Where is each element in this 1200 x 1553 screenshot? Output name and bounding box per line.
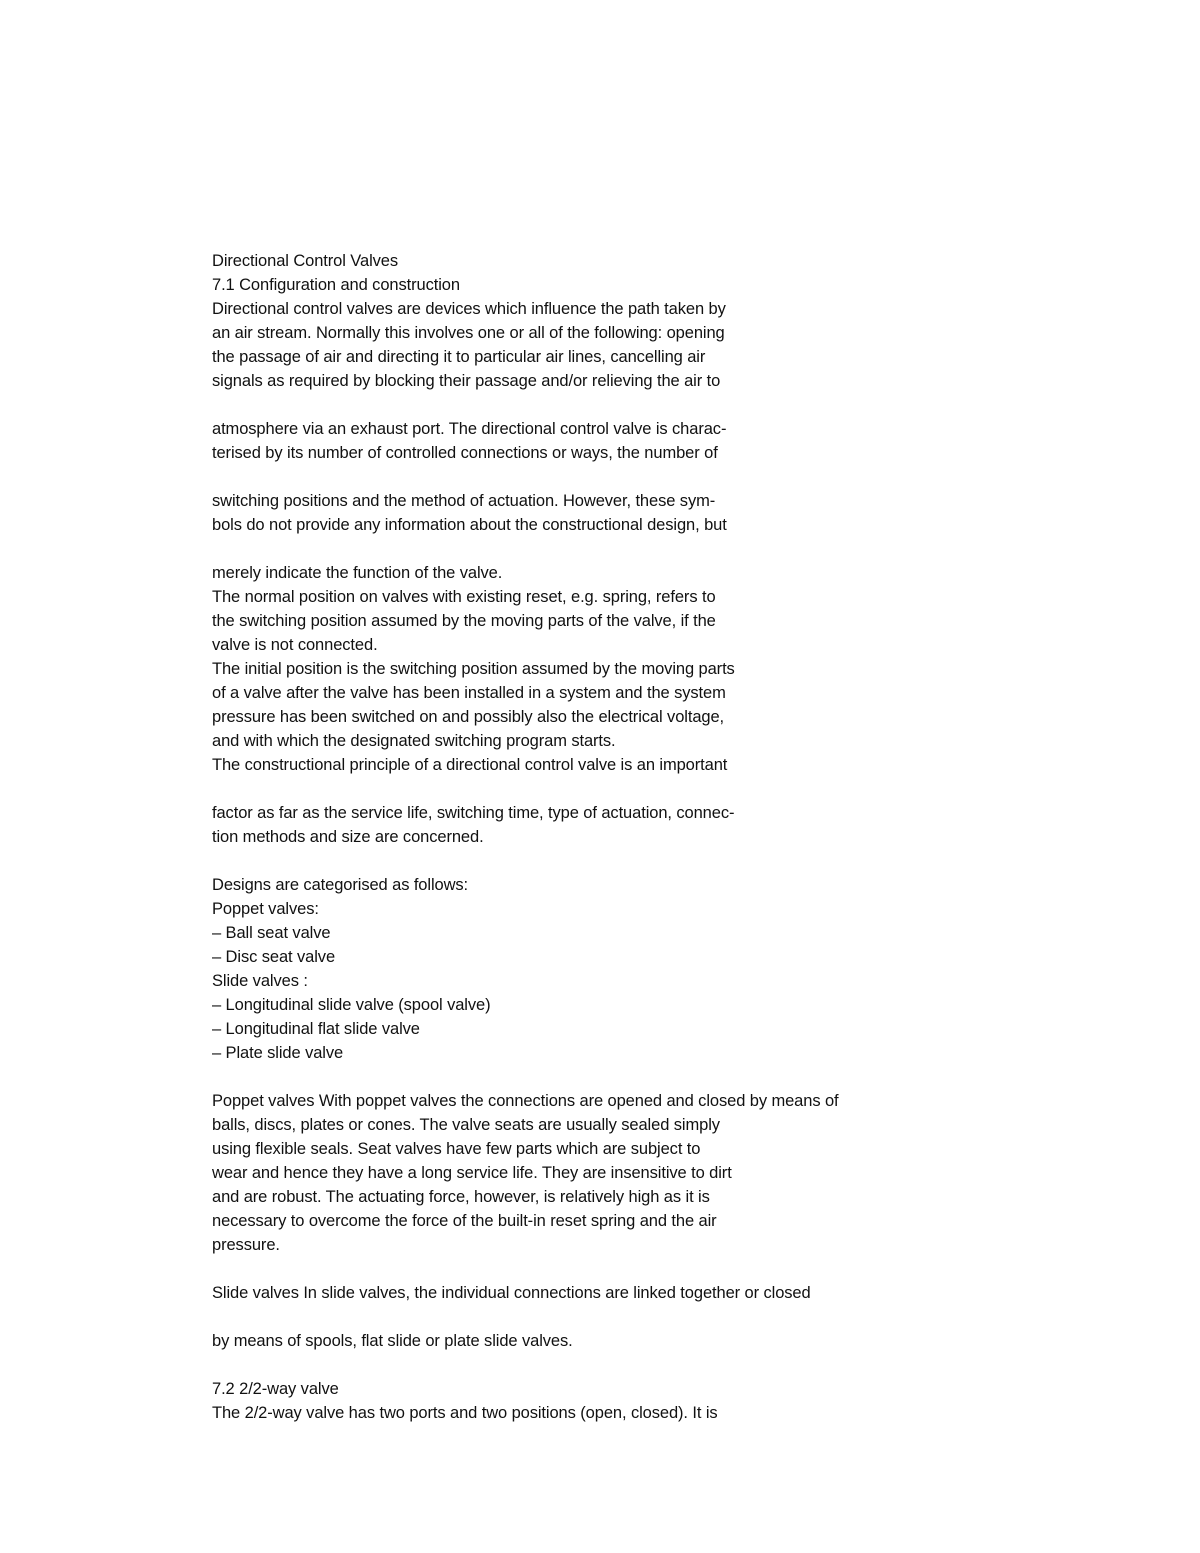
text-line: balls, discs, plates or cones. The valve seats are usually sealed simply xyxy=(212,1116,720,1134)
text-line: The constructional principle of a directional control valve is an important xyxy=(212,756,728,774)
text-line: 7.2 2/2-way valve xyxy=(212,1380,339,1398)
text-line: Poppet valves: xyxy=(212,900,319,918)
text-line: necessary to overcome the force of the built-in reset spring and the air xyxy=(212,1212,717,1230)
text-line: terised by its number of controlled connections or ways, the number of xyxy=(212,444,718,462)
blank-line xyxy=(212,849,1152,873)
text-line: switching positions and the method of actuation. However, these sym- xyxy=(212,492,716,510)
text-line: an air stream. Normally this involves one or all of the following: opening xyxy=(212,324,725,342)
text-line: the passage of air and directing it to particular air lines, cancelling air xyxy=(212,348,706,366)
text-line: factor as far as the service life, switching time, type of actuation, connec- xyxy=(212,804,735,822)
blank-line xyxy=(212,393,1152,417)
text-line: – Ball seat valve xyxy=(212,924,331,942)
text-line: and are robust. The actuating force, however, is relatively high as it is xyxy=(212,1188,710,1206)
blank-line xyxy=(212,465,1152,489)
text-line: of a valve after the valve has been installed in a system and the system xyxy=(212,684,726,702)
text-line: Slide valves In slide valves, the individual connections are linked together or closed xyxy=(212,1284,811,1302)
blank-line xyxy=(212,537,1152,561)
text-line: wear and hence they have a long service life. They are insensitive to dirt xyxy=(212,1164,732,1182)
text-line: signals as required by blocking their passage and/or relieving the air to xyxy=(212,372,721,390)
text-line: and with which the designated switching program starts. xyxy=(212,732,616,750)
blank-line xyxy=(212,1305,1152,1329)
text-line: atmosphere via an exhaust port. The directional control valve is charac- xyxy=(212,420,727,438)
text-line: valve is not connected. xyxy=(212,636,378,654)
text-line: – Disc seat valve xyxy=(212,948,336,966)
text-line: The 2/2-way valve has two ports and two positions (open, closed). It is xyxy=(212,1404,718,1422)
text-line: pressure. xyxy=(212,1236,280,1254)
text-line: – Plate slide valve xyxy=(212,1044,344,1062)
text-line: merely indicate the function of the valve. xyxy=(212,564,503,582)
blank-line xyxy=(212,1257,1152,1281)
text-line: using flexible seals. Seat valves have few parts which are subject to xyxy=(212,1140,701,1158)
text-line: – Longitudinal flat slide valve xyxy=(212,1020,420,1038)
text-line: Designs are categorised as follows: xyxy=(212,876,469,894)
text-line: The normal position on valves with existing reset, e.g. spring, refers to xyxy=(212,588,716,606)
text-line: the switching position assumed by the moving parts of the valve, if the xyxy=(212,612,716,630)
blank-line xyxy=(212,1353,1152,1377)
text-line: bols do not provide any information about the constructional design, but xyxy=(212,516,727,534)
text-line: 7.1 Configuration and construction xyxy=(212,276,460,294)
text-line: Poppet valves With poppet valves the connections are opened and closed by means of xyxy=(212,1092,839,1110)
text-line: tion methods and size are concerned. xyxy=(212,828,484,846)
text-line: Directional Control Valves xyxy=(212,252,399,270)
text-line: The initial position is the switching position assumed by the moving parts xyxy=(212,660,735,678)
blank-line xyxy=(212,777,1152,801)
text-line: Directional control valves are devices which influence the path taken by xyxy=(212,300,726,318)
text-line: by means of spools, flat slide or plate slide valves. xyxy=(212,1332,573,1350)
document-body xyxy=(212,249,1152,1425)
text-line: pressure has been switched on and possibly also the electrical voltage, xyxy=(212,708,725,726)
text-line: – Longitudinal slide valve (spool valve) xyxy=(212,996,491,1014)
text-line: Slide valves : xyxy=(212,972,308,990)
blank-line xyxy=(212,1065,1152,1089)
